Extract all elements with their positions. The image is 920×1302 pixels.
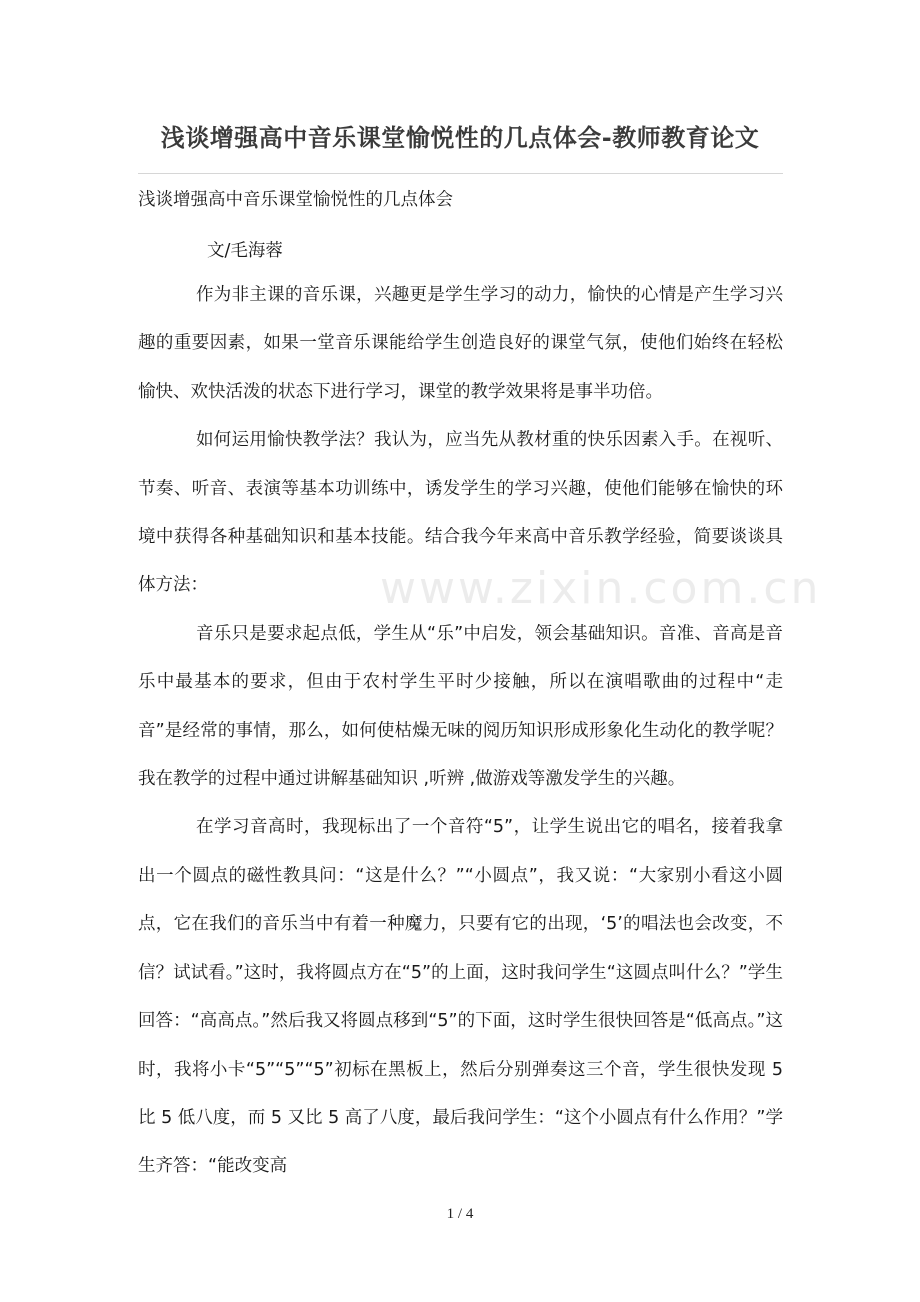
title-divider bbox=[138, 173, 783, 174]
paragraph: 音乐只是要求起点低，学生从“乐”中启发，领会基础知识。音准、音高是音乐中最基本的要求，但由于农村学生平时少接触，所以在演唱歌曲的过程中“走音”是经常的事情，那么，如何使枯燥无味的阅历知识形成形象化生动化的教学呢？我在教学的过程中通过讲解基础知识 ,听辨 ,做游戏等激发学生的兴趣。 bbox=[138, 623, 783, 790]
document-title: 浅谈增强高中音乐课堂愉悦性的几点体会-教师教育论文 bbox=[160, 124, 760, 152]
watermark: www.zixin.com.cn bbox=[380, 563, 822, 614]
article-body bbox=[138, 271, 783, 1191]
paragraph: 在学习音高时，我现标出了一个音符“5”，让学生说出它的唱名，接着我拿出一个圆点的磁性教具问：“这是什么？”“小圆点”，我又说：“大家别小看这小圆点，它在我们的音乐当中有着一种魔力，只要有它的出现，‘5’的唱法也会改变，不信？试试看。”这时，我将圆点方在“5”的上面，这时我问学生“这圆点叫什么？”学生回答：“高高点。”然后我又将圆点移到“5”的下面，这时学生很快回答是“低高点。”这时，我将小卡“5”“5”“5”初标在黑板上，然后分别弹奏这三个音，学生很快发现 5 比 5 低八度，而 5 又比 5 高了八度，最后我问学生：“这个小圆点有什么作用？”学生齐答：“能改变高 bbox=[138, 817, 783, 1177]
page-number: 1 / 4 bbox=[446, 1206, 474, 1222]
paragraph: 作为非主课的音乐课，兴趣更是学生学习的动力，愉快的心情是产生学习兴趣的重要因素，如果一堂音乐课能给学生创造良好的课堂气氛，使他们始终在轻松愉快、欢快活泼的状态下进行学习，课堂的教学效果将是事半功倍。 bbox=[138, 285, 783, 402]
paragraph: 如何运用愉快教学法？我认为，应当先从教材重的快乐因素入手。在视听、节奏、听音、表演等基本功训练中，诱发学生的学习兴趣，使他们能够在愉快的环境中获得各种基础知识和基本技能。结合我今年来高中音乐教学经验，简要谈谈具体方法： bbox=[138, 430, 783, 596]
article-subtitle: 浅谈增强高中音乐课堂愉悦性的几点体会 bbox=[138, 190, 453, 210]
author-line: 文/毛海蓉 bbox=[207, 241, 283, 261]
